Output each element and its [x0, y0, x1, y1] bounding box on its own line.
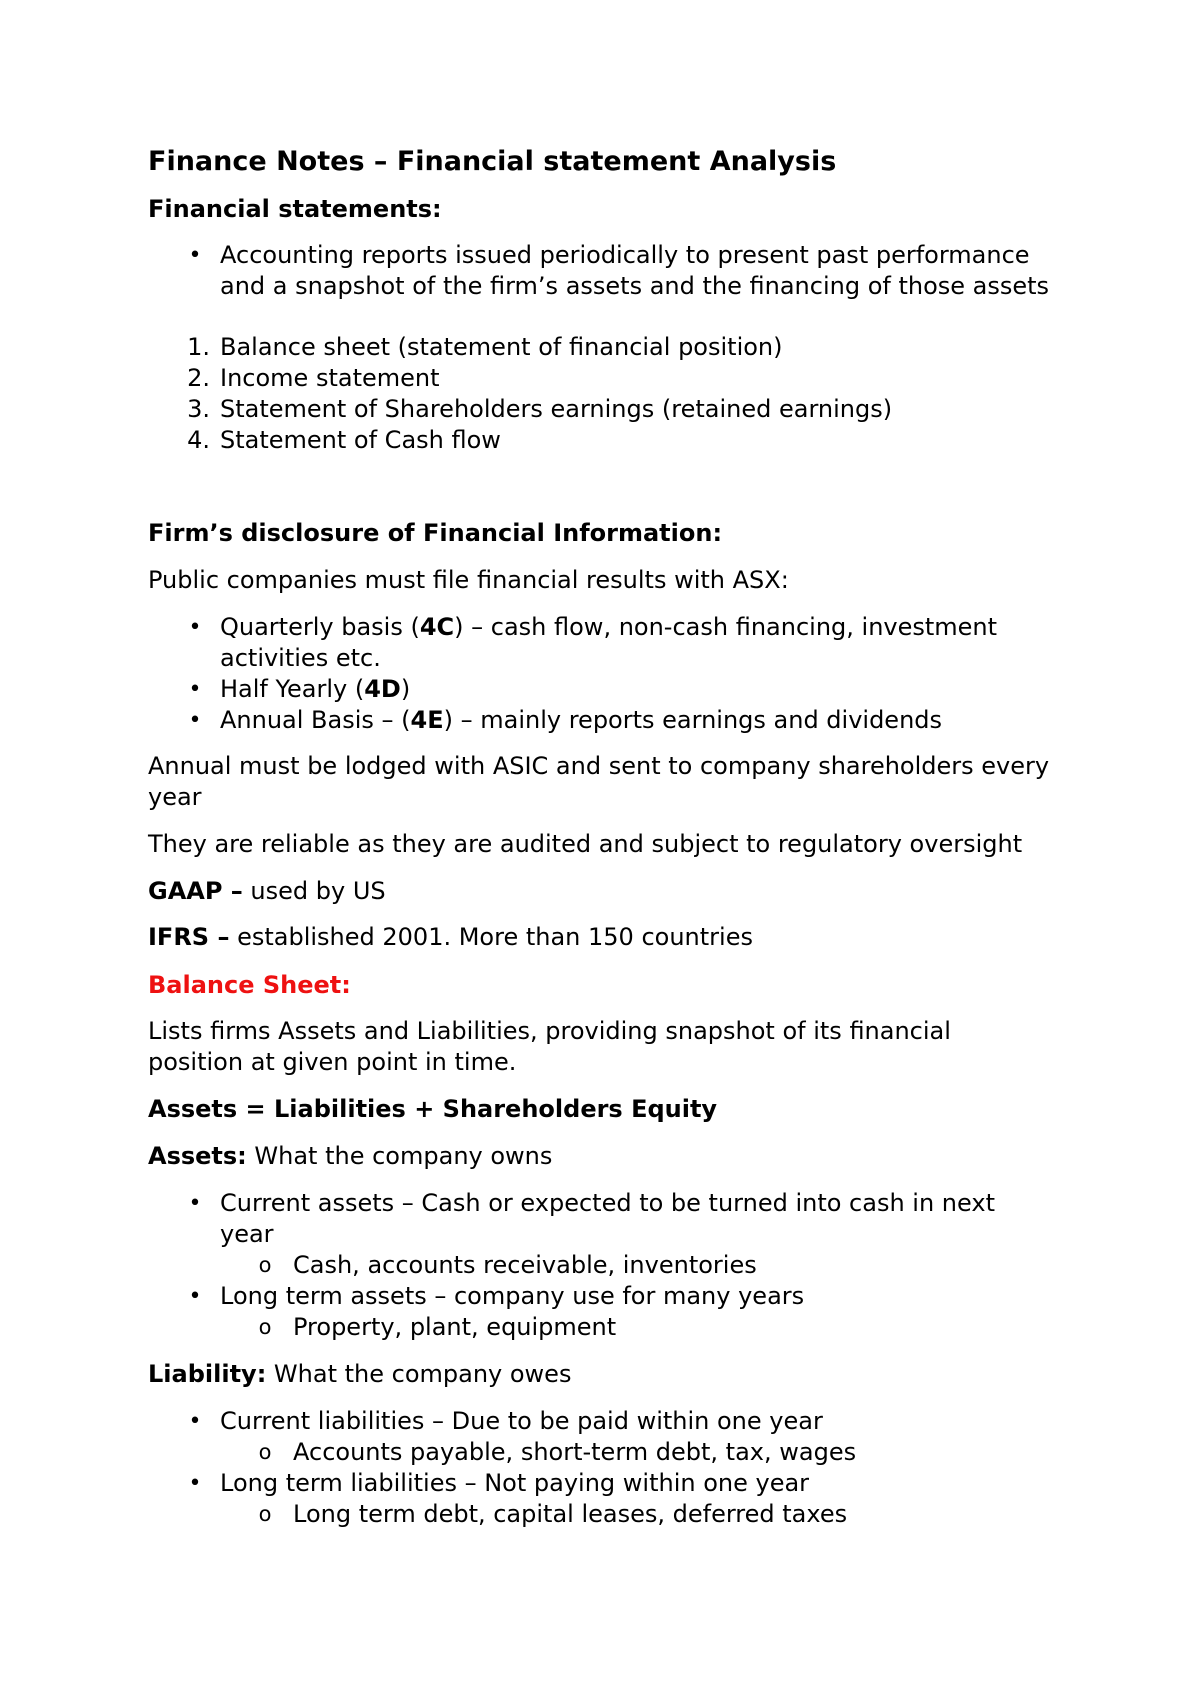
item-number: 2.	[187, 364, 210, 392]
page-title: Finance Notes – Financial statement Analysis	[148, 146, 837, 177]
reliable-text: They are reliable as they are audited and subject to regulatory oversight	[148, 830, 1023, 858]
balance-sheet-heading: Balance Sheet:	[148, 971, 351, 999]
numbered-item-text: Income statement	[220, 364, 440, 392]
numbered-item-text: Statement of Cash flow	[220, 426, 501, 454]
sub-list-item-text: Property, plant, equipment	[293, 1313, 617, 1341]
bullet-icon: •	[188, 1284, 202, 1309]
sub-list-item-text: Accounts payable, short-term debt, tax, wages	[293, 1438, 857, 1466]
balance-text-line-2: position at given point in time.	[148, 1048, 517, 1076]
list-item-text: Annual Basis – (4E) – mainly reports earnings and dividends	[220, 706, 943, 734]
gaap-line: GAAP – used by US	[148, 877, 386, 905]
numbered-item-text: Statement of Shareholders earnings (retained earnings)	[220, 395, 893, 423]
list-item-text: Long term liabilities – Not paying within one year	[220, 1469, 810, 1497]
liability-line: Liability: What the company owes	[148, 1360, 572, 1388]
sub-bullet-icon: o	[258, 1253, 272, 1277]
report-code: 4E	[410, 706, 444, 734]
bullet-icon: •	[188, 1409, 202, 1434]
list-item-text: Accounting reports issued periodically to present past performance	[220, 241, 1030, 269]
bullet-icon: •	[188, 1191, 202, 1216]
sub-bullet-icon: o	[258, 1440, 272, 1464]
list-item-text: Current liabilities – Due to be paid within one year	[220, 1407, 823, 1435]
public-companies-text: Public companies must file financial results with ASX:	[148, 566, 789, 594]
annual-text-line-2: year	[148, 783, 202, 811]
numbered-item-text: Balance sheet (statement of financial position)	[220, 333, 783, 361]
sub-list-item-text: Long term debt, capital leases, deferred taxes	[293, 1500, 848, 1528]
sub-bullet-icon: o	[258, 1315, 272, 1339]
list-item-text: Current assets – Cash or expected to be turned into cash in next	[220, 1189, 995, 1217]
list-item-text: Half Yearly (4D)	[220, 675, 411, 703]
bullet-icon: •	[188, 708, 202, 733]
gaap-label: GAAP –	[148, 877, 243, 905]
financial-statements-heading: Financial statements:	[148, 195, 442, 223]
list-item-text: year	[220, 1220, 274, 1248]
bullet-icon: •	[188, 243, 202, 268]
sub-list-item-text: Cash, accounts receivable, inventories	[293, 1251, 757, 1279]
list-item-text: and a snapshot of the firm’s assets and the financing of those assets	[220, 272, 1050, 300]
bullet-icon: •	[188, 677, 202, 702]
bullet-icon: •	[188, 1471, 202, 1496]
list-item-text: Quarterly basis (4C) – cash flow, non-cash financing, investment	[220, 613, 998, 641]
list-item-text: Long term assets – company use for many years	[220, 1282, 805, 1310]
balance-text-line-1: Lists firms Assets and Liabilities, providing snapshot of its financial	[148, 1017, 951, 1045]
list-item-text: activities etc.	[220, 644, 381, 672]
accounting-equation: Assets = Liabilities + Shareholders Equity	[148, 1095, 718, 1123]
disclosure-heading: Firm’s disclosure of Financial Information:	[148, 519, 723, 547]
assets-label: Assets:	[148, 1142, 247, 1170]
report-code: 4D	[364, 675, 401, 703]
report-code: 4C	[419, 613, 455, 641]
annual-text-line-1: Annual must be lodged with ASIC and sent to company shareholders every	[148, 752, 1050, 780]
ifrs-label: IFRS –	[148, 923, 230, 951]
item-number: 1.	[187, 333, 210, 361]
assets-line: Assets: What the company owns	[148, 1142, 553, 1170]
item-number: 3.	[187, 395, 210, 423]
item-number: 4.	[187, 426, 210, 454]
sub-bullet-icon: o	[258, 1502, 272, 1526]
liability-label: Liability:	[148, 1360, 267, 1388]
ifrs-line: IFRS – established 2001. More than 150 countries	[148, 923, 753, 951]
bullet-icon: •	[188, 615, 202, 640]
